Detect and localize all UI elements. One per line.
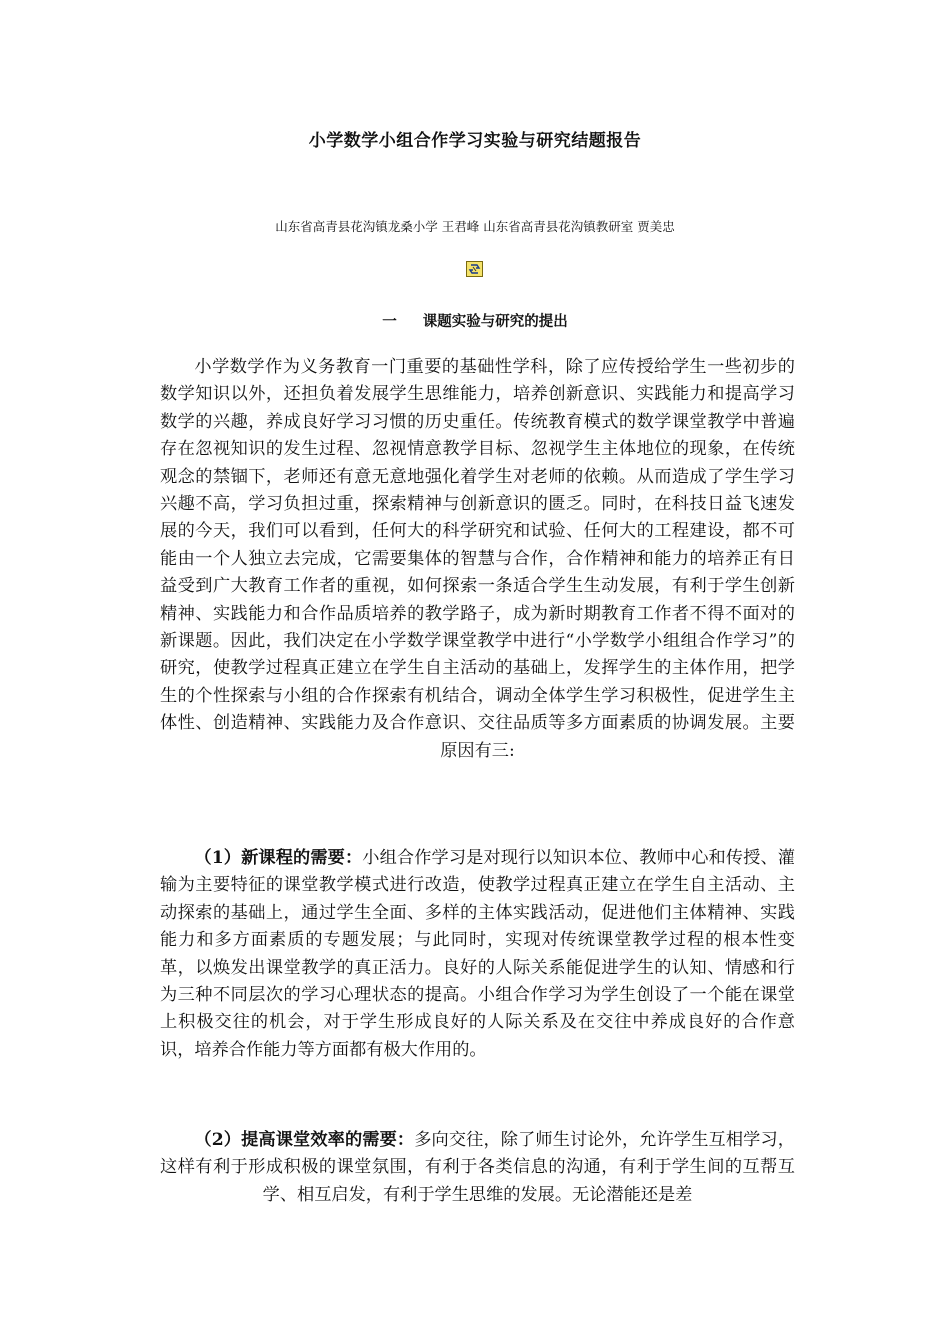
paragraph-text: 小学数学作为义务教育一门重要的基础性学科，除了应传授给学生一些初步的数学知识以外，还担负着发展学生思维能力，培养创新意识、实践能力和提高学习数学的兴趣，养成良好学习习惯的历史重任。传统教育模式的数学课堂教学中普遍存在忽视知识的发生过程、忽视情意教学目标、忽视学生主体地位的现象，在传统观念的禁锢下，老师还有意无意地强化着学生对老师的依赖。从而造成了学生学习兴趣不高，学习负担过重，探索精神与创新意识的匮乏。同时，在科技日益飞速发展的今天，我们可以看到，任何大的科学研究和试验、任何大的工程建设，都不可能由一个人独立去完成，它需要集体的智慧与合作，合作精神和能力的培养正有日益受到广大教育工作者的重视，如何探索一条适合学生生动发展，有利于学生创新精神、实践能力和合作品质培养的教学路子，成为新时期教育工作者不得不面对的新课题。因此，我们决定在小学数学课堂教学中进行“小学数学小组组合作学习”的研究，使教学过程真正建立在学生自主活动的基础上，发挥学生的主体作用，把学生的个性探索与小组的合作探索有机结合，调动全体学生学习积极性，促进学生主体性、创造精神、实践能力及合作意识、交往品质等多方面素质的协调发展。主要原因有三: [160,357,795,761]
author-line: 山东省高青县花沟镇龙桑小学 王君峰 山东省高青县花沟镇教研室 贾美忠 [275,219,675,234]
body-paragraph [160,1127,795,1209]
paragraph-text: 多向交往，除了师生讨论外，允许学生互相学习，这样有利于形成积极的课堂氛围，有利于各类信息的沟通，有利于学生间的互帮互学、相互启发，有利于学生思维的发展。无论潜能还是差 [160,1130,795,1205]
paragraph-lead: （1）新课程的需要： [194,848,363,868]
section-title: 课题实验与研究的提出 [422,313,568,330]
section-number: 一 [382,313,397,330]
document-title: 小学数学小组合作学习实验与研究结题报告 [308,131,642,151]
ole-object-icon[interactable] [466,261,483,277]
body-paragraph [160,845,795,1064]
section-heading [0,310,950,331]
body-paragraph [160,354,795,765]
paragraph-lead: （2）提高课堂效率的需要： [194,1130,415,1150]
paragraph-text: 小组合作学习是对现行以知识本位、教师中心和传授、灌输为主要特征的课堂教学模式进行改造，使教学过程真正建立在学生自主活动、主动探索的基础上，通过学生全面、多样的主体实践活动，促进他们主体精神、实践能力和多方面素质的专题发展；与此同时，实现对传统课堂教学过程的根本性变革，以焕发出课堂教学的真正活力。良好的人际关系能促进学生的认知、情感和行为三种不同层次的学习心理状态的提高。小组合作学习为学生创设了一个能在课堂上积极交往的机会，对于学生形成良好的人际关系及在交往中养成良好的合作意识，培养合作能力等方面都有极大作用的。 [160,848,795,1060]
